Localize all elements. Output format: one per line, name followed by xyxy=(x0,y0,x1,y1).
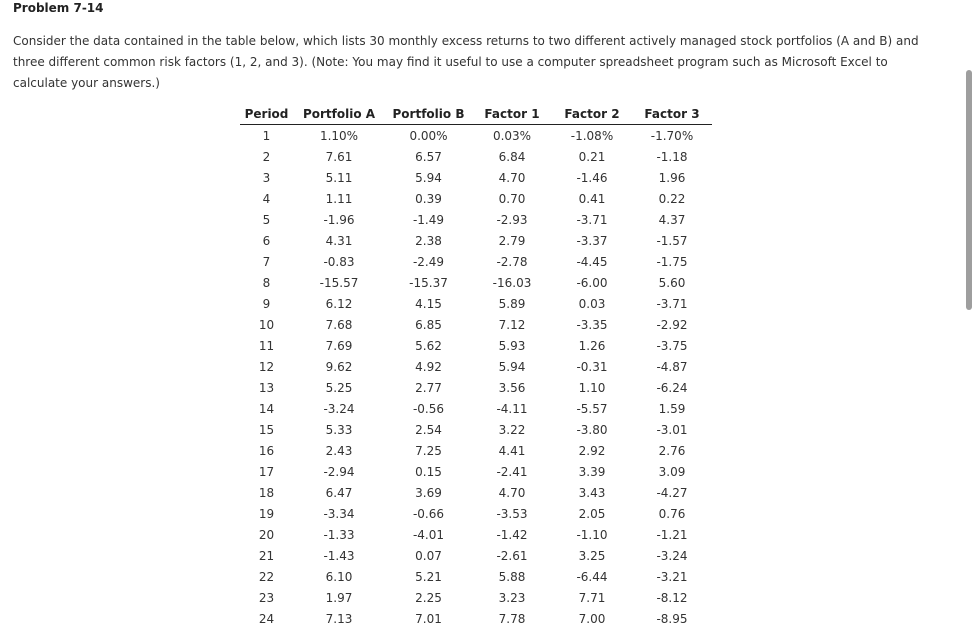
cell-factor-3: -2.92 xyxy=(656,317,688,332)
cell-factor-3: -8.12 xyxy=(656,590,688,605)
cell-period: 14 xyxy=(258,401,275,416)
cell-factor-1: 3.56 xyxy=(498,380,526,395)
cell-factor-1: 0.03% xyxy=(492,128,532,143)
cell-period: 9 xyxy=(262,296,271,311)
cell-factor-3: 2.76 xyxy=(658,443,686,458)
cell-factor-2: -6.00 xyxy=(576,275,608,290)
cell-period: 2 xyxy=(262,149,271,164)
cell-period: 20 xyxy=(258,527,275,542)
cell-factor-3: -8.95 xyxy=(656,611,688,626)
table-row xyxy=(240,293,712,314)
cell-portfolio-b: 2.38 xyxy=(415,233,442,248)
table-row xyxy=(240,545,712,566)
cell-factor-3: -4.87 xyxy=(656,359,688,374)
scrollbar-track[interactable] xyxy=(965,0,973,629)
cell-factor-2: -1.08% xyxy=(570,128,614,143)
table-row xyxy=(240,209,712,230)
cell-period: 17 xyxy=(258,464,275,479)
table-row xyxy=(240,461,712,482)
cell-factor-2: 0.03 xyxy=(578,296,606,311)
cell-portfolio-b: 3.69 xyxy=(415,485,442,500)
cell-portfolio-b: -0.66 xyxy=(412,506,445,521)
table-row xyxy=(240,188,712,209)
table-row xyxy=(240,440,712,461)
returns-table xyxy=(240,103,712,629)
cell-portfolio-a: -3.24 xyxy=(323,401,355,416)
cell-factor-1: -3.53 xyxy=(496,506,528,521)
table-row xyxy=(240,503,712,524)
cell-portfolio-b: -1.49 xyxy=(412,212,445,227)
cell-period: 1 xyxy=(262,128,271,143)
cell-factor-3: 3.09 xyxy=(658,464,686,479)
cell-period: 21 xyxy=(258,548,275,563)
cell-portfolio-a: -15.57 xyxy=(319,275,359,290)
cell-portfolio-b: 0.39 xyxy=(415,191,442,206)
column-header-portfolio-a: Portfolio A xyxy=(293,103,385,125)
cell-factor-3: 0.22 xyxy=(658,191,686,206)
cell-factor-1: 4.41 xyxy=(498,443,526,458)
cell-factor-3: 1.59 xyxy=(658,401,686,416)
cell-portfolio-a: 5.11 xyxy=(325,170,353,185)
table-row xyxy=(240,587,712,608)
column-header-factor-3: Factor 3 xyxy=(632,103,712,125)
cell-portfolio-b: 5.62 xyxy=(415,338,442,353)
cell-factor-3: -3.24 xyxy=(656,548,688,563)
cell-period: 10 xyxy=(258,317,275,332)
cell-factor-1: 5.88 xyxy=(498,569,526,584)
cell-factor-1: 6.84 xyxy=(498,149,526,164)
cell-factor-2: 7.71 xyxy=(578,590,606,605)
cell-factor-2: 2.92 xyxy=(578,443,606,458)
cell-factor-1: 4.70 xyxy=(498,485,526,500)
cell-portfolio-a: -0.83 xyxy=(323,254,355,269)
cell-factor-1: -4.11 xyxy=(496,401,528,416)
cell-factor-2: -3.37 xyxy=(576,233,608,248)
cell-portfolio-a: 7.69 xyxy=(325,338,353,353)
cell-portfolio-b: -0.56 xyxy=(412,401,445,416)
cell-portfolio-b: 4.92 xyxy=(415,359,442,374)
table-row xyxy=(240,272,712,293)
cell-factor-1: 7.78 xyxy=(498,611,526,626)
cell-portfolio-b: 5.94 xyxy=(415,170,442,185)
cell-portfolio-b: 0.00% xyxy=(409,128,448,143)
table-row xyxy=(240,566,712,587)
cell-portfolio-a: 6.10 xyxy=(325,569,353,584)
cell-portfolio-b: 2.25 xyxy=(415,590,442,605)
table-header-row xyxy=(240,103,712,125)
cell-factor-2: -5.57 xyxy=(576,401,608,416)
cell-period: 15 xyxy=(258,422,275,437)
column-header-factor-2: Factor 2 xyxy=(552,103,632,125)
cell-period: 13 xyxy=(258,380,275,395)
cell-period: 18 xyxy=(258,485,275,500)
cell-factor-2: 1.10 xyxy=(578,380,606,395)
cell-portfolio-b: 7.01 xyxy=(415,611,442,626)
scrollbar-thumb[interactable] xyxy=(966,70,972,310)
cell-factor-3: -4.27 xyxy=(656,485,688,500)
cell-period: 24 xyxy=(258,611,275,626)
cell-portfolio-b: 4.15 xyxy=(415,296,442,311)
cell-factor-2: -3.80 xyxy=(576,422,608,437)
cell-factor-1: 7.12 xyxy=(498,317,526,332)
table-row xyxy=(240,482,712,503)
cell-portfolio-a: 6.12 xyxy=(325,296,353,311)
cell-factor-2: -3.71 xyxy=(576,212,608,227)
table-row xyxy=(240,608,712,629)
cell-factor-2: -0.31 xyxy=(576,359,608,374)
cell-period: 19 xyxy=(258,506,275,521)
cell-portfolio-b: 6.57 xyxy=(415,149,442,164)
cell-portfolio-a: 5.25 xyxy=(325,380,353,395)
cell-portfolio-a: -3.34 xyxy=(323,506,355,521)
cell-factor-3: -1.70% xyxy=(650,128,694,143)
cell-portfolio-b: 0.07 xyxy=(415,548,442,563)
cell-factor-1: 0.70 xyxy=(498,191,526,206)
cell-period: 22 xyxy=(258,569,275,584)
cell-portfolio-a: 7.68 xyxy=(325,317,353,332)
cell-factor-2: -6.44 xyxy=(576,569,608,584)
cell-period: 7 xyxy=(262,254,271,269)
cell-period: 23 xyxy=(258,590,275,605)
cell-factor-2: -3.35 xyxy=(576,317,608,332)
cell-portfolio-a: 1.10% xyxy=(319,128,359,143)
cell-factor-3: -1.75 xyxy=(656,254,688,269)
cell-portfolio-a: 1.97 xyxy=(325,590,353,605)
cell-portfolio-a: -1.96 xyxy=(323,212,355,227)
cell-factor-3: -6.24 xyxy=(656,380,688,395)
column-header-period: Period xyxy=(240,103,293,125)
cell-factor-1: -2.93 xyxy=(496,212,528,227)
cell-period: 12 xyxy=(258,359,275,374)
cell-factor-3: 5.60 xyxy=(658,275,686,290)
cell-factor-2: 3.39 xyxy=(578,464,606,479)
cell-factor-3: -1.21 xyxy=(656,527,688,542)
cell-factor-2: -4.45 xyxy=(576,254,608,269)
cell-portfolio-a: 4.31 xyxy=(325,233,353,248)
table-row xyxy=(240,524,712,545)
cell-portfolio-a: 7.13 xyxy=(325,611,353,626)
cell-factor-1: -2.61 xyxy=(496,548,528,563)
cell-portfolio-b: 0.15 xyxy=(415,464,442,479)
cell-factor-1: 3.22 xyxy=(498,422,526,437)
cell-factor-3: 1.96 xyxy=(658,170,686,185)
cell-portfolio-b: 2.77 xyxy=(415,380,442,395)
cell-period: 5 xyxy=(262,212,271,227)
table-row xyxy=(240,377,712,398)
problem-title: Problem 7-14 xyxy=(13,1,104,15)
cell-factor-3: -3.21 xyxy=(656,569,688,584)
cell-factor-1: 3.23 xyxy=(498,590,526,605)
cell-portfolio-a: -1.33 xyxy=(323,527,355,542)
table-body xyxy=(240,125,712,629)
cell-factor-2: 0.41 xyxy=(578,191,606,206)
table-row xyxy=(240,146,712,167)
cell-factor-3: -3.71 xyxy=(656,296,688,311)
cell-portfolio-a: 6.47 xyxy=(325,485,353,500)
table-row xyxy=(240,167,712,188)
cell-portfolio-a: -2.94 xyxy=(323,464,355,479)
cell-portfolio-b: 2.54 xyxy=(415,422,442,437)
cell-factor-2: 2.05 xyxy=(578,506,606,521)
table-row xyxy=(240,230,712,251)
cell-portfolio-b: 6.85 xyxy=(415,317,442,332)
cell-factor-3: -1.57 xyxy=(656,233,688,248)
cell-factor-2: -1.10 xyxy=(576,527,608,542)
cell-period: 8 xyxy=(262,275,271,290)
cell-factor-2: 1.26 xyxy=(578,338,606,353)
cell-factor-2: 0.21 xyxy=(578,149,606,164)
problem-intro: Consider the data contained in the table below, which lists 30 monthly excess returns to two different actively managed stock portfolios (A and B) and three different common risk factors (1, 2, and 3). (Note: You may find it useful to use a computer spreadsheet program such as Microsoft Excel to calculate your answers.) xyxy=(13,34,919,90)
cell-portfolio-b: -15.37 xyxy=(409,275,448,290)
cell-factor-1: 5.94 xyxy=(498,359,526,374)
cell-factor-1: -2.78 xyxy=(496,254,528,269)
cell-factor-3: -1.18 xyxy=(656,149,688,164)
cell-period: 4 xyxy=(262,191,271,206)
cell-factor-3: 0.76 xyxy=(658,506,686,521)
cell-factor-1: 5.93 xyxy=(498,338,526,353)
cell-portfolio-a: 1.11 xyxy=(325,191,353,206)
cell-factor-2: -1.46 xyxy=(576,170,608,185)
cell-factor-1: 4.70 xyxy=(498,170,526,185)
cell-period: 16 xyxy=(258,443,275,458)
cell-factor-2: 3.25 xyxy=(578,548,606,563)
cell-portfolio-a: -1.43 xyxy=(323,548,355,563)
cell-factor-1: -16.03 xyxy=(492,275,532,290)
cell-portfolio-b: 5.21 xyxy=(415,569,442,584)
cell-period: 11 xyxy=(258,338,275,353)
cell-period: 6 xyxy=(262,233,271,248)
cell-factor-1: 2.79 xyxy=(498,233,526,248)
cell-portfolio-a: 2.43 xyxy=(325,443,353,458)
cell-portfolio-a: 9.62 xyxy=(325,359,353,374)
table-row xyxy=(240,356,712,377)
table-row xyxy=(240,125,712,147)
table-row xyxy=(240,251,712,272)
cell-factor-1: -2.41 xyxy=(496,464,528,479)
table-row xyxy=(240,398,712,419)
cell-factor-2: 7.00 xyxy=(578,611,606,626)
cell-factor-3: -3.01 xyxy=(656,422,688,437)
cell-factor-3: 4.37 xyxy=(658,212,686,227)
cell-factor-1: 5.89 xyxy=(498,296,526,311)
cell-portfolio-b: -4.01 xyxy=(412,527,445,542)
table-row xyxy=(240,335,712,356)
cell-factor-1: -1.42 xyxy=(496,527,528,542)
cell-portfolio-b: -2.49 xyxy=(412,254,445,269)
cell-portfolio-a: 5.33 xyxy=(325,422,353,437)
cell-portfolio-a: 7.61 xyxy=(325,149,353,164)
cell-portfolio-b: 7.25 xyxy=(415,443,442,458)
cell-factor-2: 3.43 xyxy=(578,485,606,500)
cell-factor-3: -3.75 xyxy=(656,338,688,353)
column-header-factor-1: Factor 1 xyxy=(472,103,552,125)
table-row xyxy=(240,419,712,440)
column-header-portfolio-b: Portfolio B xyxy=(385,103,472,125)
table-row xyxy=(240,314,712,335)
cell-period: 3 xyxy=(262,170,271,185)
